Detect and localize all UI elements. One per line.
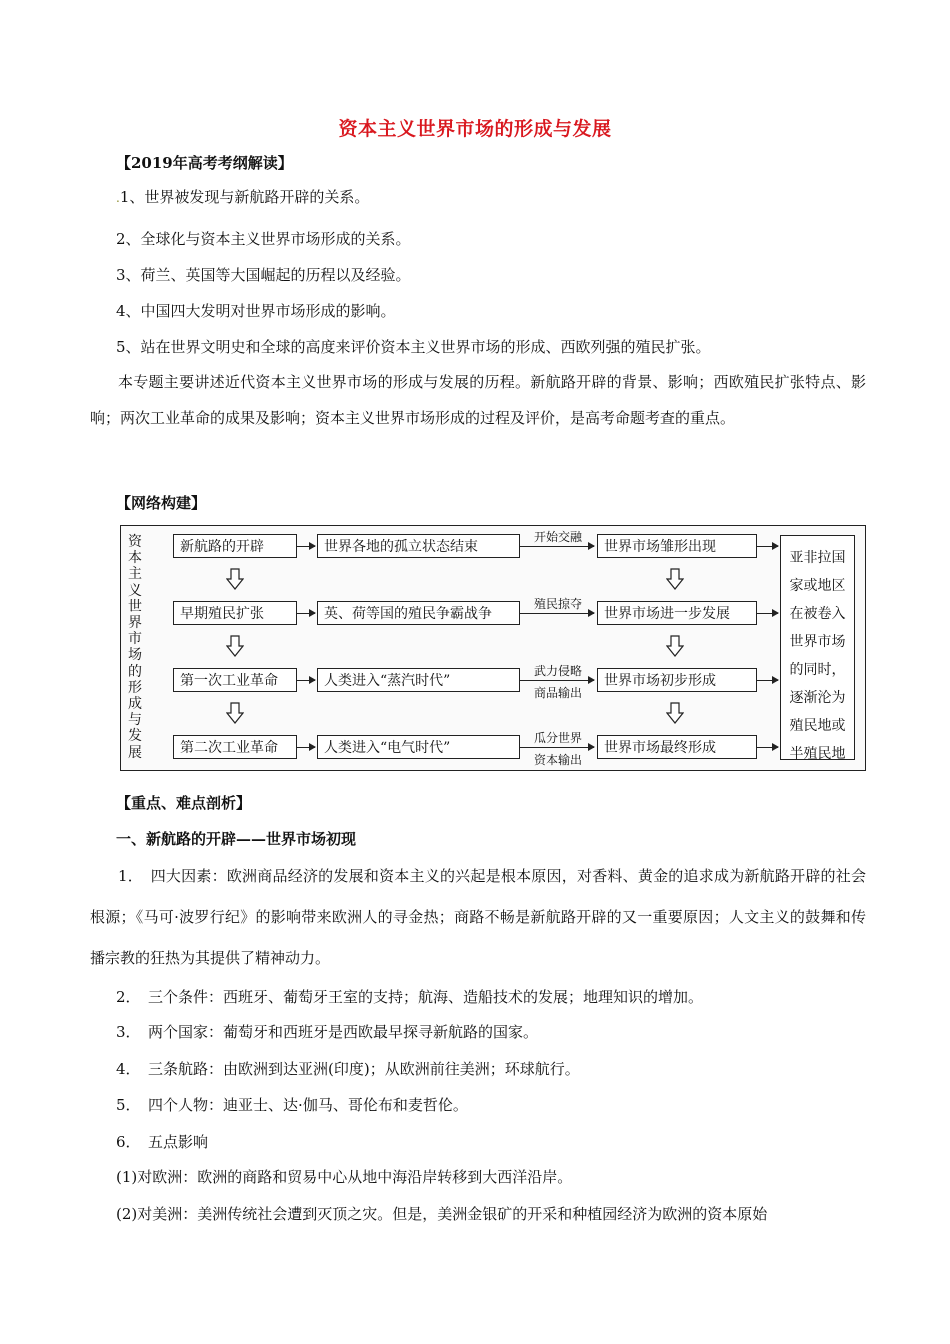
arrow-right [297,613,315,614]
outline-item [116,186,369,207]
section-heading-network: 【网络构建】 [116,494,207,512]
arrow-label: 武力侵略 [533,664,582,678]
diagram-col1-box: 早期殖民扩张 [173,601,297,625]
result-line: 家或地区 [789,578,846,594]
result-line: 殖民地或 [789,718,846,734]
result-line: 世界市场 [789,634,846,650]
stray-dot-mark: . [116,191,120,205]
arrow-label: 开始交融 [533,530,582,544]
outline-item-text: 1、世界被发现与新航路开辟的关系。 [119,188,370,206]
arrow-right [520,747,594,748]
key-paragraph: (2)对美洲：美洲传统社会遭到灭顶之灾。但是，美洲金银矿的开采和种植园经济为欧洲的资本原始 [116,1205,768,1223]
arrow-right [757,747,778,748]
diagram-col2-box: 世界各地的孤立状态结束 [317,534,520,558]
diagram-col2-box: 人类进入“蒸汽时代” [317,668,520,692]
outline-item: 4、中国四大发明对世界市场形成的影响。 [116,302,396,320]
section-heading-outline: 【2019年高考考纲解读】 [116,154,293,172]
down-arrow-icon [226,702,244,724]
key-paragraph: 5． 四个人物：迪亚士、达·伽马、哥伦布和麦哲伦。 [116,1096,468,1114]
key-paragraph: 6． 五点影响 [116,1133,209,1151]
arrow-right [520,546,594,547]
arrow-right [520,613,594,614]
arrow-label: 殖民掠夺 [533,597,582,611]
key-paragraph: 4． 三条航路：由欧洲到达亚洲(印度)；从欧洲前往美洲；环球航行。 [116,1060,580,1078]
arrow-right [757,680,778,681]
diagram-col1-box: 新航路的开辟 [173,534,297,558]
outline-item: 2、全球化与资本主义世界市场形成的关系。 [116,230,411,248]
down-arrow-icon [226,568,244,590]
arrow-label: 瓜分世界 [533,731,582,745]
diagram-col1-box: 第二次工业革命 [173,735,297,759]
arrow-label: 商品输出 [533,686,582,700]
diagram-col3-box: 世界市场雏形出现 [597,534,757,558]
arrow-right [297,747,315,748]
arrow-right [757,613,778,614]
result-line: 的同时， [789,662,846,678]
diagram-col3-box: 世界市场进一步发展 [597,601,757,625]
key-paragraph: (1)对欧洲：欧洲的商路和贸易中心从地中海沿岸转移到大西洋沿岸。 [116,1168,573,1186]
down-arrow-icon [226,635,244,657]
outline-item: 5、站在世界文明史和全球的高度来评价资本主义世界市场的形成、西欧列强的殖民扩张。 [116,338,711,356]
result-line: 半殖民地 [789,746,846,762]
diagram-result-box [780,535,855,760]
intro-paragraph: 本专题主要讲述近代资本主义世界市场的形成与发展的历程。新航路开辟的背景、影响；西欧殖民扩张特点、影响；两次工业革命的成果及影响；资本主义世界市场形成的过程及评价，是高考命题考查的重点。 [90,373,866,427]
arrow-label: 资本输出 [533,753,582,767]
arrow-right [520,680,594,681]
diagram-col2-box: 英、荷等国的殖民争霸战争 [317,601,520,625]
arrow-right [297,546,315,547]
key-paragraph: 3． 两个国家：葡萄牙和西班牙是西欧最早探寻新航路的国家。 [116,1023,539,1041]
down-arrow-icon [666,568,684,590]
diagram-col1-box: 第一次工业革命 [173,668,297,692]
result-line: 亚非拉国 [789,550,846,566]
key-paragraph: 1． 四大因素：欧洲商品经济的发展和资本主义的兴起是根本原因，对香料、黄金的追求成为新航路开辟的社会根源；《马可·波罗行纪》的影响带来欧洲人的寻金热；商路不畅是新航路开辟的又一重要原因；人文主义的鼓舞和传播宗教的狂热为其提供了精神动力。 [90,867,866,967]
arrow-right [757,546,778,547]
diagram-col2-box: 人类进入“电气时代” [317,735,520,759]
result-line: 逐渐沦为 [789,690,846,706]
arrow-right [297,680,315,681]
section-heading-key: 【重点、难点剖析】 [116,794,252,812]
diagram-col3-box: 世界市场最终形成 [597,735,757,759]
page-title: 资本主义世界市场的形成与发展 [338,118,612,140]
key-paragraph: 2． 三个条件：西班牙、葡萄牙王室的支持；航海、造船技术的发展；地理知识的增加。 [116,988,704,1006]
down-arrow-icon [666,635,684,657]
down-arrow-icon [666,702,684,724]
diagram-col3-box: 世界市场初步形成 [597,668,757,692]
result-line: 在被卷入 [789,606,846,622]
outline-item: 3、荷兰、英国等大国崛起的历程以及经验。 [116,266,411,284]
diagram-vertical-label: 资本主义世界市场的形成与发展 [128,534,142,761]
subsection-heading: 一、新航路的开辟——世界市场初现 [116,830,357,848]
concept-diagram [120,525,866,771]
